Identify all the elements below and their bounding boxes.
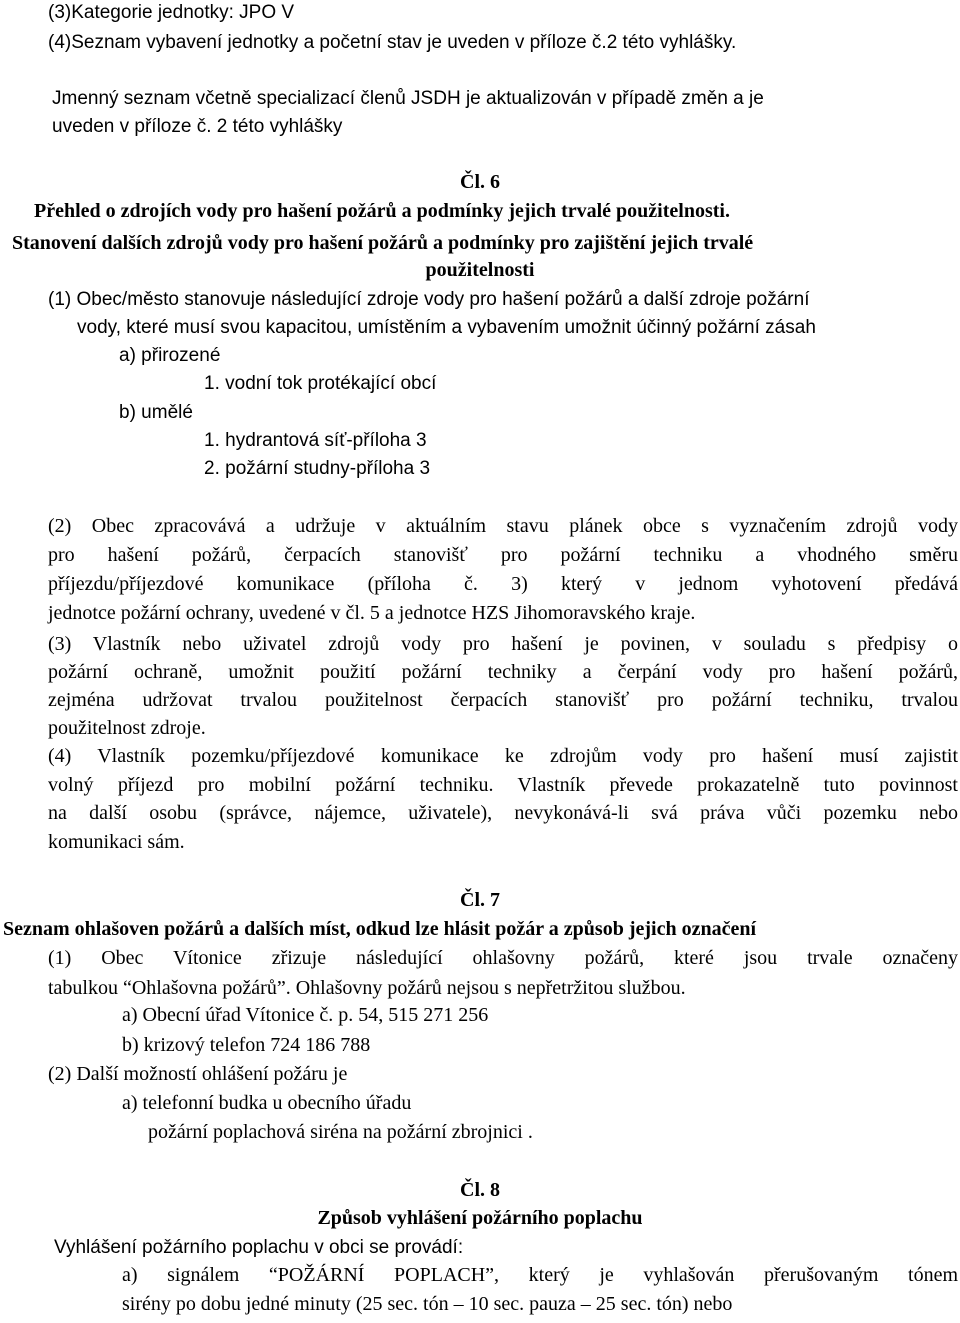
article-6-p2-line-1: (2) Obec zpracovává a udržuje v aktuálním stavu plánek obce s vyznačením zdrojů vody <box>48 515 958 537</box>
article-6-paragraph-4 <box>48 746 958 861</box>
article-8-title: Způsob vyhlášení požárního poplachu <box>317 1207 643 1229</box>
article-7-paragraph-1 <box>48 948 958 1008</box>
article-6-p2-line-2: pro hašení požárů, čerpacích stanovišť pro požární techniku a vhodného směru <box>48 544 958 566</box>
article-7-heading: Čl. 7 <box>460 889 500 911</box>
article-6-p4-line-3: na další osobu (správce, nájemce, uživatele), nevykonává-li svá práva vůči pozemku nebo <box>48 802 958 824</box>
article-6-paragraph-2 <box>48 516 958 632</box>
article-8-item-a-line-1: a) signálem “POŽÁRNÍ POPLACH”, který je vyhlašován přerušovaným tónem <box>122 1264 958 1286</box>
article-7-title: Seznam ohlašoven požárů a dalších míst, odkud lze hlásit požár a způsob jejich označení <box>3 918 757 940</box>
article-7-p2-line-1: (2) Další možností ohlášení požáru je <box>48 1063 348 1085</box>
article-7-p2-item-a: a) telefonní budka u obecního úřadu <box>122 1092 412 1114</box>
article-6-title: Přehled o zdrojích vody pro hašení požárů a podmínky jejich trvalé použitelnosti. <box>34 200 730 222</box>
article-7-item-a: a) Obecní úřad Vítonice č. p. 54, 515 271 256 <box>122 1004 489 1026</box>
article-8-intro: Vyhlášení požárního poplachu v obci se provádí: <box>54 1237 464 1258</box>
article-6-p1-line-1: (1) Obec/město stanovuje následující zdroje vody pro hašení požárů a další zdroje požární <box>48 289 810 310</box>
article-6-paragraph-3 <box>48 634 958 746</box>
article-8-item-a-line-2: sirény po dobu jedné minuty (25 sec. tón – 10 sec. pauza – 25 sec. tón) nebo <box>122 1293 733 1315</box>
article-6-p4-line-2: volný příjezd pro mobilní požární techniku. Vlastník převede prokazatelně tuto povinnost <box>48 774 958 796</box>
article-6-artificial-item-1: 1. hydrantová síť-příloha 3 <box>204 430 427 451</box>
article-7-item-b: b) krizový telefon 724 186 788 <box>122 1034 371 1056</box>
article-7-p2-item-b: požární poplachová siréna na požární zbrojnici . <box>148 1121 533 1143</box>
article-6-p2-line-3: příjezdu/příjezdové komunikace (příloha č. 3) který v jednom vyhotovení předává <box>48 573 958 595</box>
article-8-heading: Čl. 8 <box>460 1179 500 1201</box>
article-6-natural-item-1: 1. vodní tok protékající obcí <box>204 373 437 394</box>
article-7-p1-line-1: (1) Obec Vítonice zřizuje následující ohlašovny požárů, které jsou trvale označeny <box>48 947 958 969</box>
article-6-p3-line-3: zejména udržovat trvalou použitelnost čerpacích stanovišť pro požární techniku, trvalou <box>48 689 958 711</box>
intro-line-3: Jmenný seznam včetně specializací členů JSDH je aktualizován v případě změn a je <box>52 88 764 109</box>
article-6-p4-line-1: (4) Vlastník pozemku/příjezdové komunikace ke zdrojům vody pro hašení musí zajistit <box>48 745 958 767</box>
intro-line-1: (3)Kategorie jednotky: JPO V <box>48 2 295 23</box>
article-6-p3-line-1: (3) Vlastník nebo uživatel zdrojů vody pro hašení je povinen, v souladu s předpisy o <box>48 633 958 655</box>
article-6-artificial-label: b) umělé <box>119 402 193 423</box>
intro-line-4: uveden v příloze č. 2 této vyhlášky <box>52 116 343 137</box>
intro-line-2: (4)Seznam vybavení jednotky a početní stav je uveden v příloze č.2 této vyhlášky. <box>48 32 737 53</box>
article-6-p1-line-2: vody, které musí svou kapacitou, umístěním a vybavením umožnit účinný požární zásah <box>77 317 816 338</box>
article-7-p1-line-2: tabulkou “Ohlašovna požárů”. Ohlašovny požárů nejsou s nepřetržitou službou. <box>48 977 686 999</box>
article-6-artificial-item-2: 2. požární studny-příloha 3 <box>204 458 431 479</box>
article-6-p3-line-2: požární ochraně, umožnit použití požární techniky a čerpání vody pro hašení požárů, <box>48 661 958 683</box>
article-6-natural-label: a) přirozené <box>119 345 221 366</box>
article-6-p4-line-4: komunikaci sám. <box>48 831 185 853</box>
article-8-item-a <box>122 1265 958 1323</box>
article-6-heading: Čl. 6 <box>460 171 500 193</box>
article-6-subtitle-line-1: Stanovení dalších zdrojů vody pro hašení požárů a podmínky pro zajištění jejich trvalé <box>12 232 754 254</box>
article-6-p2-line-4: jednotce požární ochrany, uvedené v čl. 5 a jednotce HZS Jihomoravského kraje. <box>48 602 696 624</box>
article-6-subtitle-line-2: použitelnosti <box>425 259 535 281</box>
article-6-p3-line-4: použitelnost zdroje. <box>48 717 206 739</box>
